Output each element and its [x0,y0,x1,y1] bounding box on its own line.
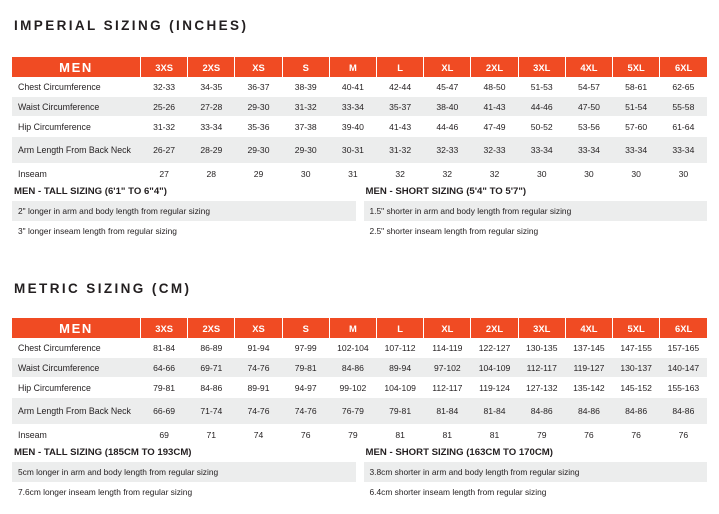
note-line: 3" longer inseam length from regular sizing [12,221,356,241]
cell: 61-64 [660,117,707,137]
column-header-l: L [377,318,424,338]
column-header-xl: XL [424,318,471,338]
notes-heading: MEN - SHORT SIZING (5'4" TO 5'7") [365,186,527,197]
cell: 31-32 [141,117,188,137]
cell: 45-47 [424,77,471,97]
table-row [12,77,707,97]
cell: 119-124 [471,378,518,398]
cell: 112-117 [518,358,565,378]
cell: 81-84 [424,398,471,425]
cell: 81 [377,425,424,445]
cell: 127-132 [518,378,565,398]
row-label: Inseam [12,164,141,184]
cell: 44-46 [424,117,471,137]
cell: 84-86 [565,398,612,425]
cell: 40-41 [329,77,376,97]
cell: 42-44 [377,77,424,97]
cell: 27-28 [188,97,235,117]
cell: 102-104 [329,338,376,358]
cell: 91-94 [235,338,282,358]
cell: 104-109 [471,358,518,378]
cell: 29-30 [235,97,282,117]
metric-table-head [12,318,707,338]
column-header-2xs: 2XS [188,318,235,338]
cell: 107-112 [377,338,424,358]
cell: 81-84 [141,338,188,358]
table-row [12,137,707,164]
cell: 79-81 [377,398,424,425]
cell: 76 [565,425,612,445]
cell: 74-76 [235,358,282,378]
column-header-xs: XS [235,57,282,77]
cell: 79-81 [141,378,188,398]
note-line: 1.5" shorter in arm and body length from regular sizing [364,201,708,221]
note-line: 2.5" shorter inseam length from regular sizing [364,221,708,241]
row-label: Chest Circumference [12,338,141,358]
cell: 36-37 [235,77,282,97]
column-header-5xl: 5XL [613,318,660,338]
cell: 31-32 [282,97,329,117]
cell: 97-102 [424,358,471,378]
cell: 51-53 [518,77,565,97]
cell: 62-65 [660,77,707,97]
cell: 71-74 [188,398,235,425]
cell: 66-69 [141,398,188,425]
cell: 89-94 [377,358,424,378]
cell: 31-32 [377,137,424,164]
cell: 32-33 [471,137,518,164]
cell: 33-34 [188,117,235,137]
column-header-3xl: 3XL [518,318,565,338]
cell: 69 [141,425,188,445]
table-header-row [12,57,707,77]
column-header-6xl: 6XL [660,57,707,77]
cell: 51-54 [613,97,660,117]
cell: 33-34 [518,137,565,164]
cell: 30 [660,164,707,184]
cell: 30 [613,164,660,184]
metric-size-table [12,318,707,445]
column-header-men: MEN [12,57,141,77]
cell: 28 [188,164,235,184]
table-row [12,358,707,378]
cell: 28-29 [188,137,235,164]
cell: 30 [282,164,329,184]
cell: 44-46 [518,97,565,117]
cell: 71 [188,425,235,445]
cell: 41-43 [377,117,424,137]
metric-table-body [12,338,707,445]
cell: 119-127 [565,358,612,378]
cell: 74-76 [235,398,282,425]
cell: 48-50 [471,77,518,97]
table-row [12,425,707,445]
cell: 30-31 [329,137,376,164]
imperial-table-body [12,77,707,184]
cell: 35-37 [377,97,424,117]
cell: 84-86 [613,398,660,425]
row-label: Waist Circumference [12,97,141,117]
cell: 112-117 [424,378,471,398]
column-header-l: L [377,57,424,77]
column-header-3xs: 3XS [141,57,188,77]
cell: 32 [377,164,424,184]
cell: 155-163 [660,378,707,398]
column-header-2xl: 2XL [471,57,518,77]
cell: 38-39 [282,77,329,97]
cell: 94-97 [282,378,329,398]
row-label: Arm Length From Back Neck [12,137,141,164]
cell: 145-152 [613,378,660,398]
cell: 76 [660,425,707,445]
note-line: 5cm longer in arm and body length from regular sizing [12,462,356,482]
metric-short-notes [360,445,708,502]
cell: 140-147 [660,358,707,378]
cell: 47-50 [565,97,612,117]
cell: 147-155 [613,338,660,358]
table-row [12,164,707,184]
cell: 38-40 [424,97,471,117]
row-label: Hip Circumference [12,117,141,137]
table-row [12,97,707,117]
column-header-6xl: 6XL [660,318,707,338]
column-header-m: M [329,318,376,338]
notes-heading: MEN - SHORT SIZING (163CM TO 170CM) [365,447,553,458]
cell: 34-35 [188,77,235,97]
metric-table-wrapper [12,318,707,445]
cell: 104-109 [377,378,424,398]
cell: 81-84 [471,398,518,425]
cell: 81 [471,425,518,445]
cell: 76 [613,425,660,445]
cell: 25-26 [141,97,188,117]
page-title-metric: METRIC SIZING (CM) [14,281,192,296]
row-label: Chest Circumference [12,77,141,97]
cell: 27 [141,164,188,184]
cell: 97-99 [282,338,329,358]
cell: 84-86 [188,378,235,398]
cell: 76-79 [329,398,376,425]
note-line: 6.4cm shorter inseam length from regular sizing [364,482,708,502]
cell: 69-71 [188,358,235,378]
cell: 64-66 [141,358,188,378]
row-label: Waist Circumference [12,358,141,378]
cell: 37-38 [282,117,329,137]
cell: 114-119 [424,338,471,358]
column-header-4xl: 4XL [565,57,612,77]
row-label: Arm Length From Back Neck [12,398,141,425]
column-header-2xs: 2XS [188,57,235,77]
cell: 55-58 [660,97,707,117]
cell: 135-142 [565,378,612,398]
cell: 122-127 [471,338,518,358]
cell: 79-81 [282,358,329,378]
notes-heading: MEN - TALL SIZING (6'1" TO 6"4") [14,186,167,197]
column-header-xs: XS [235,318,282,338]
cell: 30 [518,164,565,184]
cell: 76 [282,425,329,445]
cell: 89-91 [235,378,282,398]
cell: 157-165 [660,338,707,358]
cell: 84-86 [329,358,376,378]
notes-columns [12,184,707,241]
cell: 54-57 [565,77,612,97]
cell: 130-135 [518,338,565,358]
cell: 32 [424,164,471,184]
cell: 79 [329,425,376,445]
cell: 74 [235,425,282,445]
cell: 74-76 [282,398,329,425]
cell: 41-43 [471,97,518,117]
cell: 84-86 [660,398,707,425]
cell: 31 [329,164,376,184]
cell: 29 [235,164,282,184]
metric-notes [12,445,707,502]
column-header-s: S [282,57,329,77]
cell: 26-27 [141,137,188,164]
cell: 57-60 [613,117,660,137]
notes-heading: MEN - TALL SIZING (185CM TO 193CM) [14,447,192,458]
cell: 47-49 [471,117,518,137]
column-header-2xl: 2XL [471,318,518,338]
cell: 29-30 [282,137,329,164]
imperial-notes [12,184,707,241]
cell: 29-30 [235,137,282,164]
imperial-table-head [12,57,707,77]
cell: 32 [471,164,518,184]
table-row [12,398,707,425]
metric-tall-notes [12,445,360,502]
note-line: 2" longer in arm and body length from regular sizing [12,201,356,221]
table-row [12,378,707,398]
cell: 86-89 [188,338,235,358]
row-label: Inseam [12,425,141,445]
cell: 84-86 [518,398,565,425]
cell: 137-145 [565,338,612,358]
imperial-size-table [12,57,707,184]
cell: 33-34 [613,137,660,164]
cell: 33-34 [329,97,376,117]
note-line: 7.6cm longer inseam length from regular sizing [12,482,356,502]
table-row [12,117,707,137]
column-header-men: MEN [12,318,141,338]
cell: 33-34 [660,137,707,164]
note-line: 3.8cm shorter in arm and body length from regular sizing [364,462,708,482]
column-header-3xl: 3XL [518,57,565,77]
cell: 79 [518,425,565,445]
row-label: Hip Circumference [12,378,141,398]
table-row [12,338,707,358]
cell: 99-102 [329,378,376,398]
column-header-m: M [329,57,376,77]
cell: 32-33 [424,137,471,164]
cell: 39-40 [329,117,376,137]
imperial-short-notes [360,184,708,241]
cell: 130-137 [613,358,660,378]
column-header-4xl: 4XL [565,318,612,338]
cell: 50-52 [518,117,565,137]
cell: 81 [424,425,471,445]
cell: 33-34 [565,137,612,164]
cell: 58-61 [613,77,660,97]
table-header-row [12,318,707,338]
imperial-table-wrapper [12,57,707,184]
column-header-s: S [282,318,329,338]
page-title-imperial: IMPERIAL SIZING (INCHES) [14,18,249,33]
cell: 32-33 [141,77,188,97]
cell: 30 [565,164,612,184]
column-header-xl: XL [424,57,471,77]
column-header-3xs: 3XS [141,318,188,338]
imperial-tall-notes [12,184,360,241]
cell: 53-56 [565,117,612,137]
notes-columns [12,445,707,502]
column-header-5xl: 5XL [613,57,660,77]
cell: 35-36 [235,117,282,137]
